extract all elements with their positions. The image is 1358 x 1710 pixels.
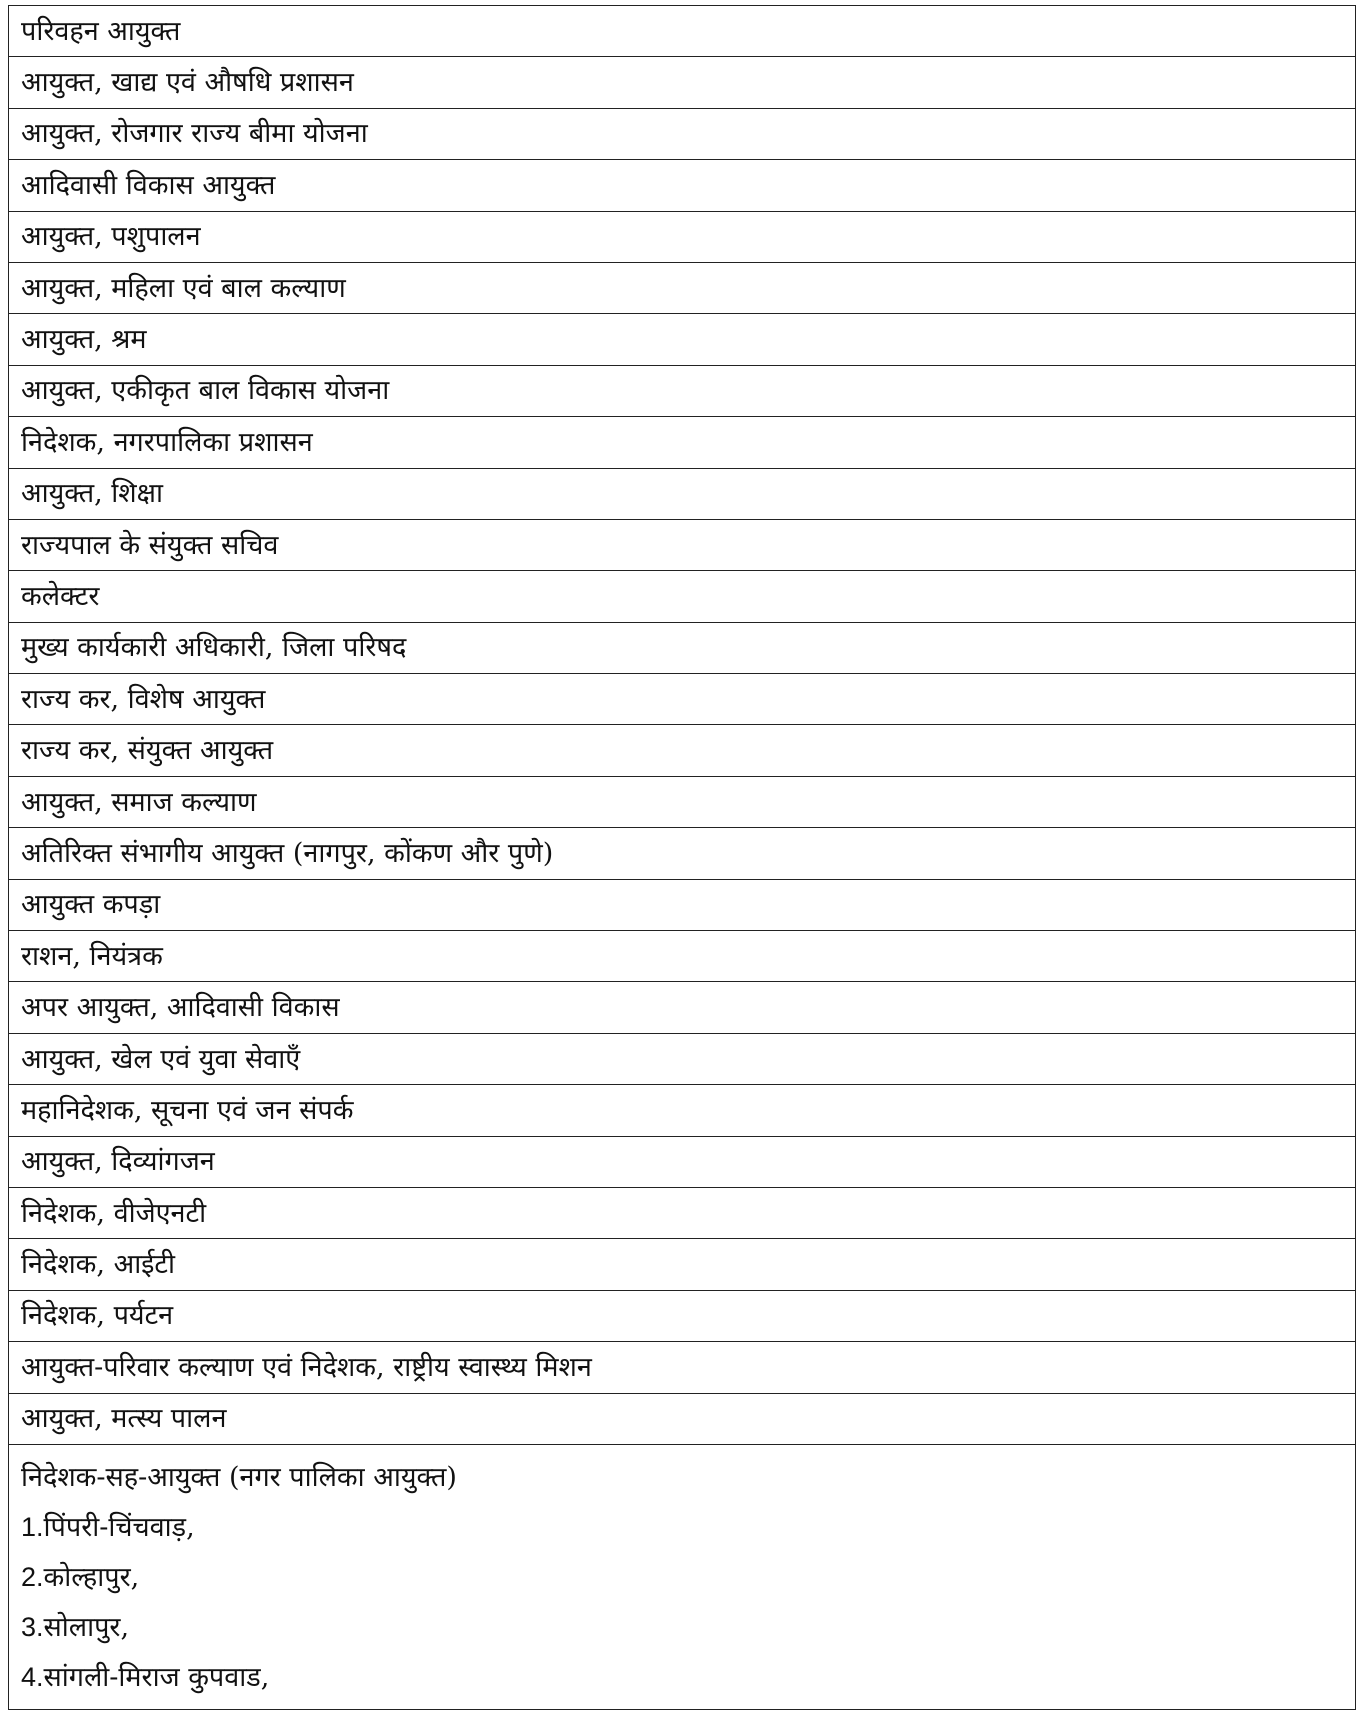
table-row — [9, 571, 1355, 622]
row-text: निदेशक, पर्यटन — [21, 1300, 174, 1332]
officials-table — [8, 5, 1356, 1710]
row-heading: निदेशक-सह-आयुक्त (नगर पालिका आयुक्त) — [21, 1462, 457, 1494]
row-text: आयुक्त कपड़ा — [21, 889, 161, 921]
table-row — [9, 6, 1355, 57]
list-item — [21, 1503, 1355, 1553]
row-text: निदेशक, वीजेएनटी — [21, 1197, 207, 1229]
row-text: आयुक्त, पशुपालन — [21, 221, 201, 253]
row-text: महानिदेशक, सूचना एवं जन संपर्क — [21, 1094, 354, 1126]
table-row — [9, 880, 1355, 931]
table-row — [9, 520, 1355, 571]
item-text: पिंपरी-चिंचवाड़, — [43, 1512, 195, 1544]
row-text: अतिरिक्त संभागीय आयुक्त (नागपुर, कोंकण और पुणे) — [21, 837, 554, 869]
row-text: आयुक्त, मत्स्य पालन — [21, 1403, 227, 1435]
item-text: सांगली-मिराज कुपवाड, — [43, 1662, 270, 1694]
table-row — [9, 674, 1355, 725]
item-number: 3. — [21, 1612, 44, 1643]
list-item — [21, 1603, 1355, 1653]
row-text: आयुक्त, श्रम — [21, 324, 147, 356]
row-text: आदिवासी विकास आयुक्त — [21, 169, 276, 201]
table-row — [9, 212, 1355, 263]
row-text: परिवहन आयुक्त — [21, 15, 181, 47]
row-text: आयुक्त, रोजगार राज्य बीमा योजना — [21, 118, 368, 150]
table-row — [9, 1239, 1355, 1290]
row-text: निदेशक, नगरपालिका प्रशासन — [21, 426, 313, 458]
table-row — [9, 982, 1355, 1033]
row-text: आयुक्त, समाज कल्याण — [21, 786, 257, 818]
row-text: आयुक्त, शिक्षा — [21, 478, 163, 510]
table-row — [9, 417, 1355, 468]
table-row — [9, 469, 1355, 520]
item-text: कोल्हापुर, — [43, 1562, 140, 1594]
table-row — [9, 1342, 1355, 1393]
table-row — [9, 1188, 1355, 1239]
row-text: राज्य कर, संयुक्त आयुक्त — [21, 735, 274, 767]
row-text: अपर आयुक्त, आदिवासी विकास — [21, 992, 340, 1024]
table-row — [9, 160, 1355, 211]
table-row — [9, 1291, 1355, 1342]
table-row — [9, 777, 1355, 828]
row-text: आयुक्त-परिवार कल्याण एवं निदेशक, राष्ट्रीय स्वास्थ्य मिशन — [21, 1351, 592, 1383]
row-text: आयुक्त, खाद्य एवं औषधि प्रशासन — [21, 67, 354, 99]
item-number: 4. — [21, 1662, 44, 1693]
table-row — [9, 1085, 1355, 1136]
table-row — [9, 623, 1355, 674]
table-row — [9, 931, 1355, 982]
table-row — [9, 725, 1355, 776]
table-row — [9, 1034, 1355, 1085]
row-text: राज्यपाल के संयुक्त सचिव — [21, 529, 279, 561]
row-text: कलेक्टर — [21, 580, 100, 612]
row-text: राशन, नियंत्रक — [21, 940, 163, 972]
item-number: 2. — [21, 1562, 44, 1593]
item-number: 1. — [21, 1512, 44, 1543]
table-row — [9, 263, 1355, 314]
table-row — [9, 109, 1355, 160]
table-row — [9, 1137, 1355, 1188]
list-item — [21, 1653, 1355, 1703]
table-row — [9, 314, 1355, 365]
table-row — [9, 366, 1355, 417]
item-text: सोलापुर, — [43, 1612, 130, 1644]
table-row — [9, 828, 1355, 879]
row-text: आयुक्त, खेल एवं युवा सेवाएँ — [21, 1043, 301, 1075]
row-text: आयुक्त, एकीकृत बाल विकास योजना — [21, 375, 390, 407]
row-text: आयुक्त, दिव्यांगजन — [21, 1146, 215, 1178]
row-text: राज्य कर, विशेष आयुक्त — [21, 683, 266, 715]
list-item — [21, 1553, 1355, 1603]
table-row — [9, 57, 1355, 108]
table-row-municipal-commissioners — [9, 1445, 1355, 1709]
row-text: आयुक्त, महिला एवं बाल कल्याण — [21, 272, 346, 304]
table-row — [9, 1394, 1355, 1445]
row-text: मुख्य कार्यकारी अधिकारी, जिला परिषद — [21, 632, 407, 664]
row-text: निदेशक, आईटी — [21, 1249, 176, 1281]
